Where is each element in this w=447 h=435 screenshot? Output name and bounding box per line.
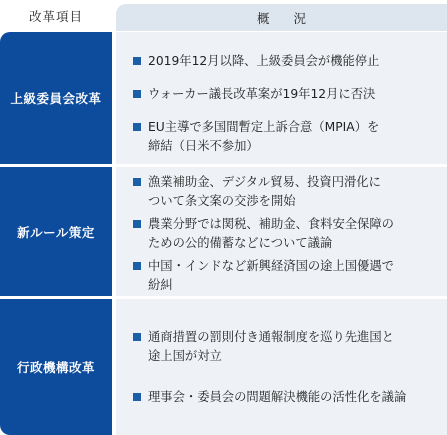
bullet-icon xyxy=(133,178,141,186)
row-content-administrative xyxy=(116,299,447,435)
bullet-icon xyxy=(133,90,141,98)
list-item: EU主導で多国間暫定上訴合意（MPIA）を xyxy=(148,120,380,134)
bullet-icon xyxy=(133,262,141,270)
bullet-icon xyxy=(133,57,141,65)
list-item: 2019年12月以降、上級委員会が機能停止 xyxy=(148,54,380,68)
list-item: 理事会・委員会の問題解決機能の活性化を議論 xyxy=(148,390,407,404)
list-item-continued: ついて条文案の交渉を開始 xyxy=(148,194,296,208)
bullet-icon xyxy=(133,123,141,131)
list-item-continued: 紛糾 xyxy=(148,278,173,292)
bullet-icon xyxy=(133,220,141,228)
list-item: ウォーカー議長改革案が19年12月に否決 xyxy=(148,87,376,101)
list-item-continued: ための公的備蓄などについて議論 xyxy=(148,236,333,250)
list-item-continued: 締結（日米不参加） xyxy=(148,139,259,153)
list-item: 中国・インドなど新興経済国の途上国優遇で xyxy=(148,259,394,273)
list-item: 通商措置の罰則付き通報制度を巡り先進国と xyxy=(148,330,394,344)
row-label-appellate-body: 上級委員会改革 xyxy=(0,32,112,164)
list-item: 漁業補助金、デジタル貿易、投資円滑化に xyxy=(148,175,381,189)
list-item: 農業分野では関税、補助金、食料安全保障の xyxy=(148,217,394,231)
row-label-administrative: 行政機構改革 xyxy=(0,299,112,435)
list-item-continued: 途上国が対立 xyxy=(148,349,222,363)
table-header xyxy=(0,0,447,32)
bullet-icon xyxy=(133,393,141,401)
header-overview: 概 況 xyxy=(116,4,447,31)
header-reform-item: 改革項目 xyxy=(28,9,83,24)
bullet-icon xyxy=(133,333,141,341)
row-label-new-rules: 新ルール策定 xyxy=(0,167,112,296)
